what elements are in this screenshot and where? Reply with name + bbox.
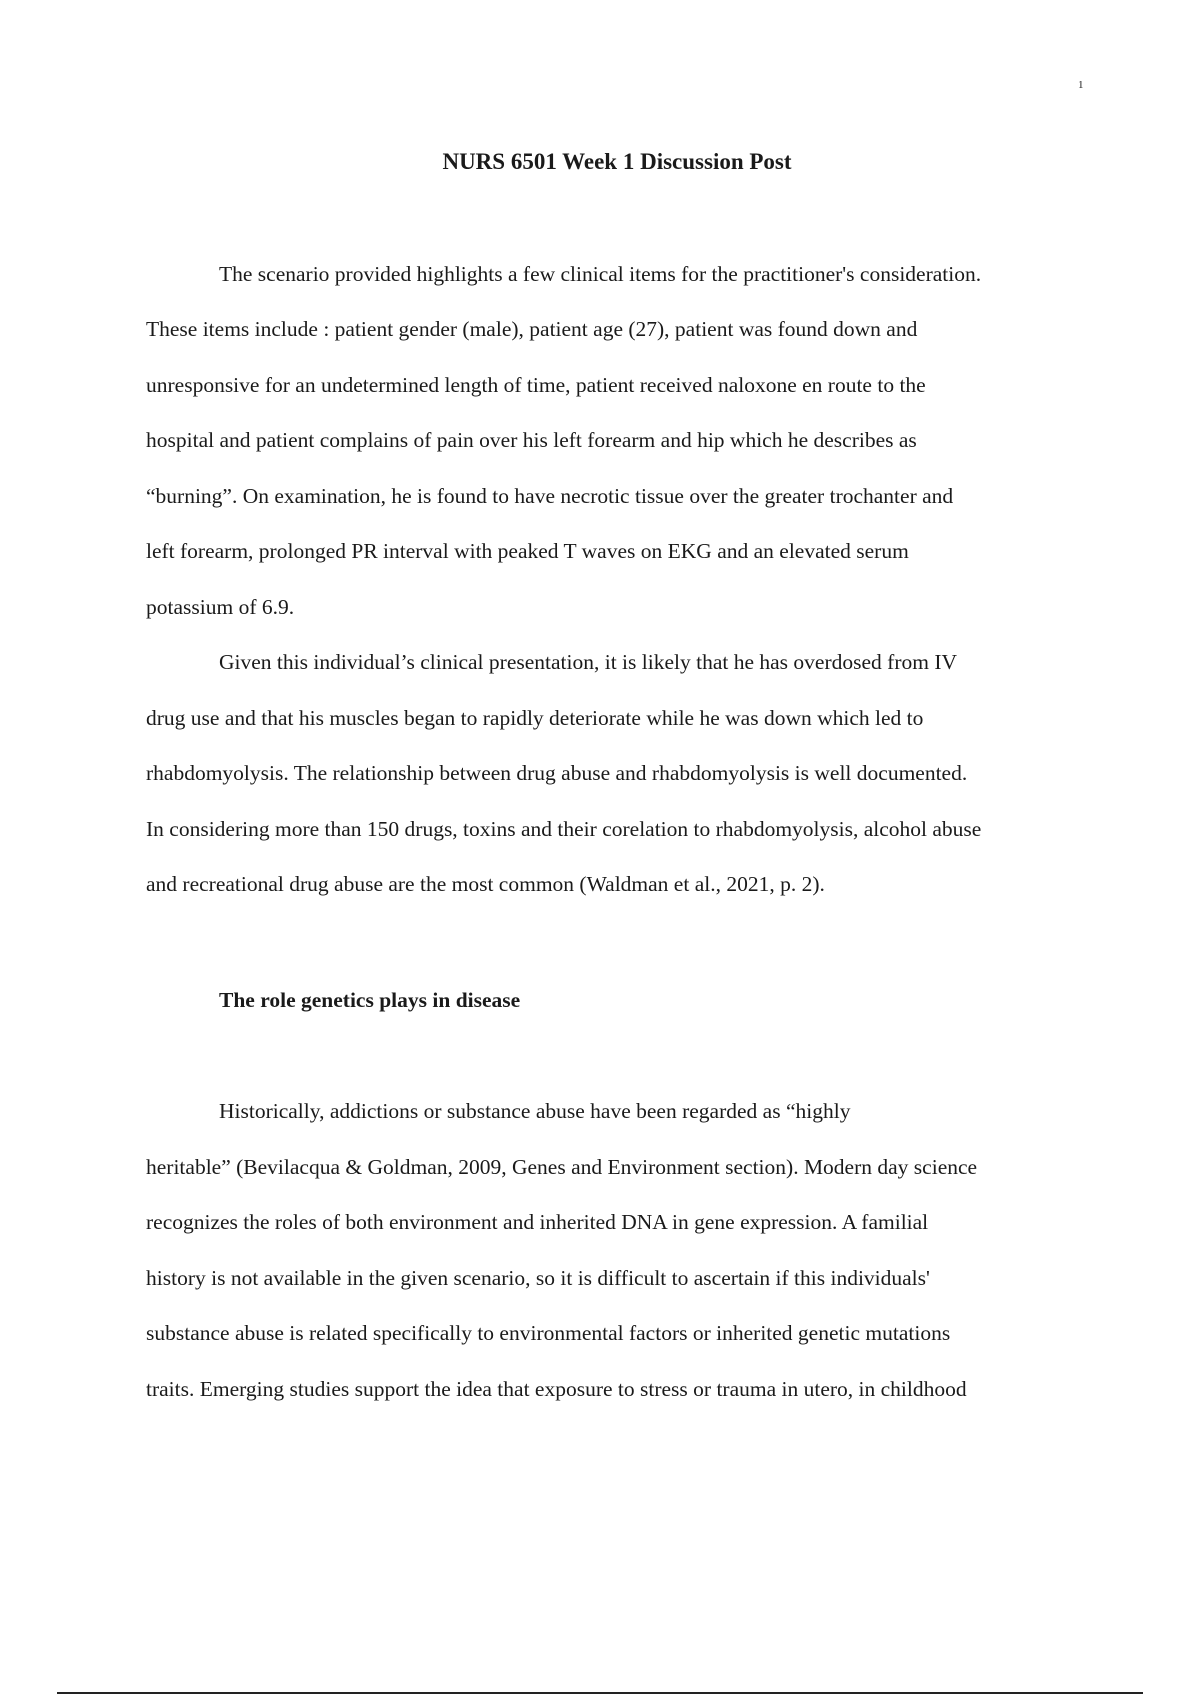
page-number: 1 bbox=[1078, 79, 1084, 91]
paragraph-1-line: The scenario provided highlights a few clinical items for the practitioner's consideration. bbox=[219, 262, 982, 286]
paragraph-2-line: drug use and that his muscles began to rapidly deteriorate while he was down which led to bbox=[146, 706, 924, 730]
paragraph-1-line: unresponsive for an undetermined length of time, patient received naloxone en route to the bbox=[146, 373, 926, 397]
paragraph-2-line: rhabdomyolysis. The relationship between drug abuse and rhabdomyolysis is well documented. bbox=[146, 761, 968, 785]
paragraph-1-line: left forearm, prolonged PR interval with peaked T waves on EKG and an elevated serum bbox=[146, 539, 909, 563]
paragraph-3-line: traits. Emerging studies support the idea that exposure to stress or trauma in utero, in childhood bbox=[146, 1377, 967, 1401]
document-title: NURS 6501 Week 1 Discussion Post bbox=[442, 149, 792, 174]
paragraph-2-line: In considering more than 150 drugs, toxins and their corelation to rhabdomyolysis, alcohol abuse bbox=[146, 817, 982, 841]
paragraph-3-line: heritable” (Bevilacqua & Goldman, 2009, Genes and Environment section). Modern day science bbox=[146, 1155, 978, 1179]
page-bottom-divider bbox=[57, 1692, 1143, 1694]
paragraph-3-line: substance abuse is related specifically to environmental factors or inherited genetic mutations bbox=[146, 1321, 951, 1345]
paragraph-1-line: potassium of 6.9. bbox=[146, 595, 295, 619]
paragraph-1-line: hospital and patient complains of pain over his left forearm and hip which he describes as bbox=[146, 428, 917, 452]
paragraph-1-line: “burning”. On examination, he is found to have necrotic tissue over the greater trochanter and bbox=[146, 484, 954, 508]
paragraph-2-line: Given this individual’s clinical presentation, it is likely that he has overdosed from IV bbox=[219, 650, 958, 674]
paragraph-3-line: Historically, addictions or substance abuse have been regarded as “highly bbox=[219, 1099, 851, 1123]
paragraph-2-line: and recreational drug abuse are the most common (Waldman et al., 2021, p. 2). bbox=[146, 872, 825, 896]
paragraph-1-line: These items include : patient gender (male), patient age (27), patient was found down and bbox=[146, 317, 918, 341]
paragraph-3-line: history is not available in the given scenario, so it is difficult to ascertain if this individuals' bbox=[146, 1266, 930, 1290]
section-heading: The role genetics plays in disease bbox=[219, 988, 521, 1012]
paragraph-3-line: recognizes the roles of both environment and inherited DNA in gene expression. A familial bbox=[146, 1210, 929, 1234]
